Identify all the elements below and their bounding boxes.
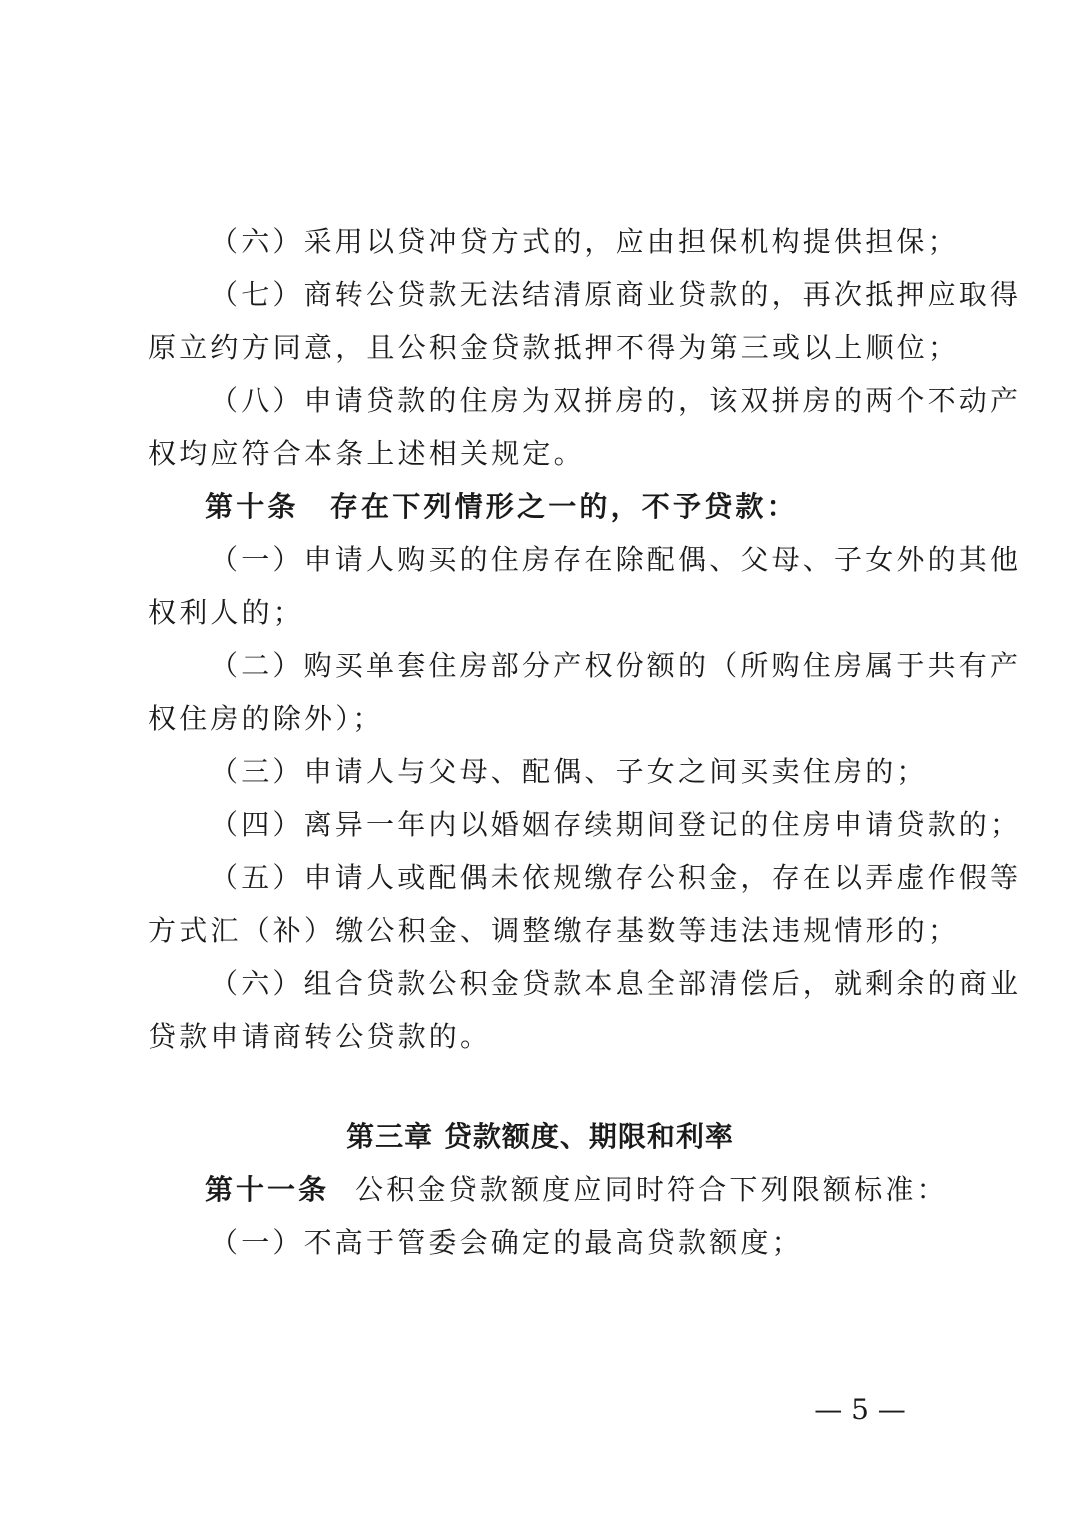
article-11-line	[205, 1170, 965, 1210]
article-10-heading: 第十条 存在下列情形之一的，不予贷款：	[205, 490, 798, 523]
chapter-heading: 第三章 贷款额度、期限和利率	[346, 1120, 734, 1153]
clause-6-line: （六）采用以贷冲贷方式的，应由担保机构提供担保；	[210, 225, 959, 258]
article-11-item-1: （一）不高于管委会确定的最高贷款额度；	[210, 1226, 803, 1259]
page-number: — 5 —	[814, 1393, 906, 1426]
article-10-item-2-line-2: 权住房的除外）；	[148, 702, 384, 735]
article-10-item-3: （三）申请人与父母、配偶、子女之间买卖住房的；	[210, 755, 928, 788]
clause-8-line-2: 权均应符合本条上述相关规定。	[148, 437, 585, 470]
article-11-label: 第十一条	[205, 1173, 330, 1206]
clause-7-line-2: 原立约方同意，且公积金贷款抵押不得为第三或以上顺位；	[148, 331, 960, 364]
article-10-item-4: （四）离异一年内以婚姻存续期间登记的住房申请贷款的；	[210, 808, 1022, 841]
article-10-item-1-line-2: 权利人的；	[148, 596, 305, 629]
clause-7-line-1: （七）商转公贷款无法结清原商业贷款的，再次抵押应取得	[210, 278, 1022, 311]
article-11-text: 公积金贷款额度应同时符合下列限额标准：	[355, 1173, 948, 1206]
article-10-item-6-line-1: （六）组合贷款公积金贷款本息全部清偿后，就剩余的商业	[210, 967, 1022, 1000]
article-10-item-6-line-2: 贷款申请商转公贷款的。	[148, 1020, 492, 1053]
article-10-item-2-line-1: （二）购买单套住房部分产权份额的（所购住房属于共有产	[210, 649, 1022, 682]
article-10-item-5-line-2: 方式汇（补）缴公积金、调整缴存基数等违法违规情形的；	[148, 914, 960, 947]
article-10-item-1-line-1: （一）申请人购买的住房存在除配偶、父母、子女外的其他	[210, 543, 1022, 576]
article-10-item-5-line-1: （五）申请人或配偶未依规缴存公积金，存在以弄虚作假等	[210, 861, 1022, 894]
clause-8-line-1: （八）申请贷款的住房为双拼房的，该双拼房的两个不动产	[210, 384, 1022, 417]
